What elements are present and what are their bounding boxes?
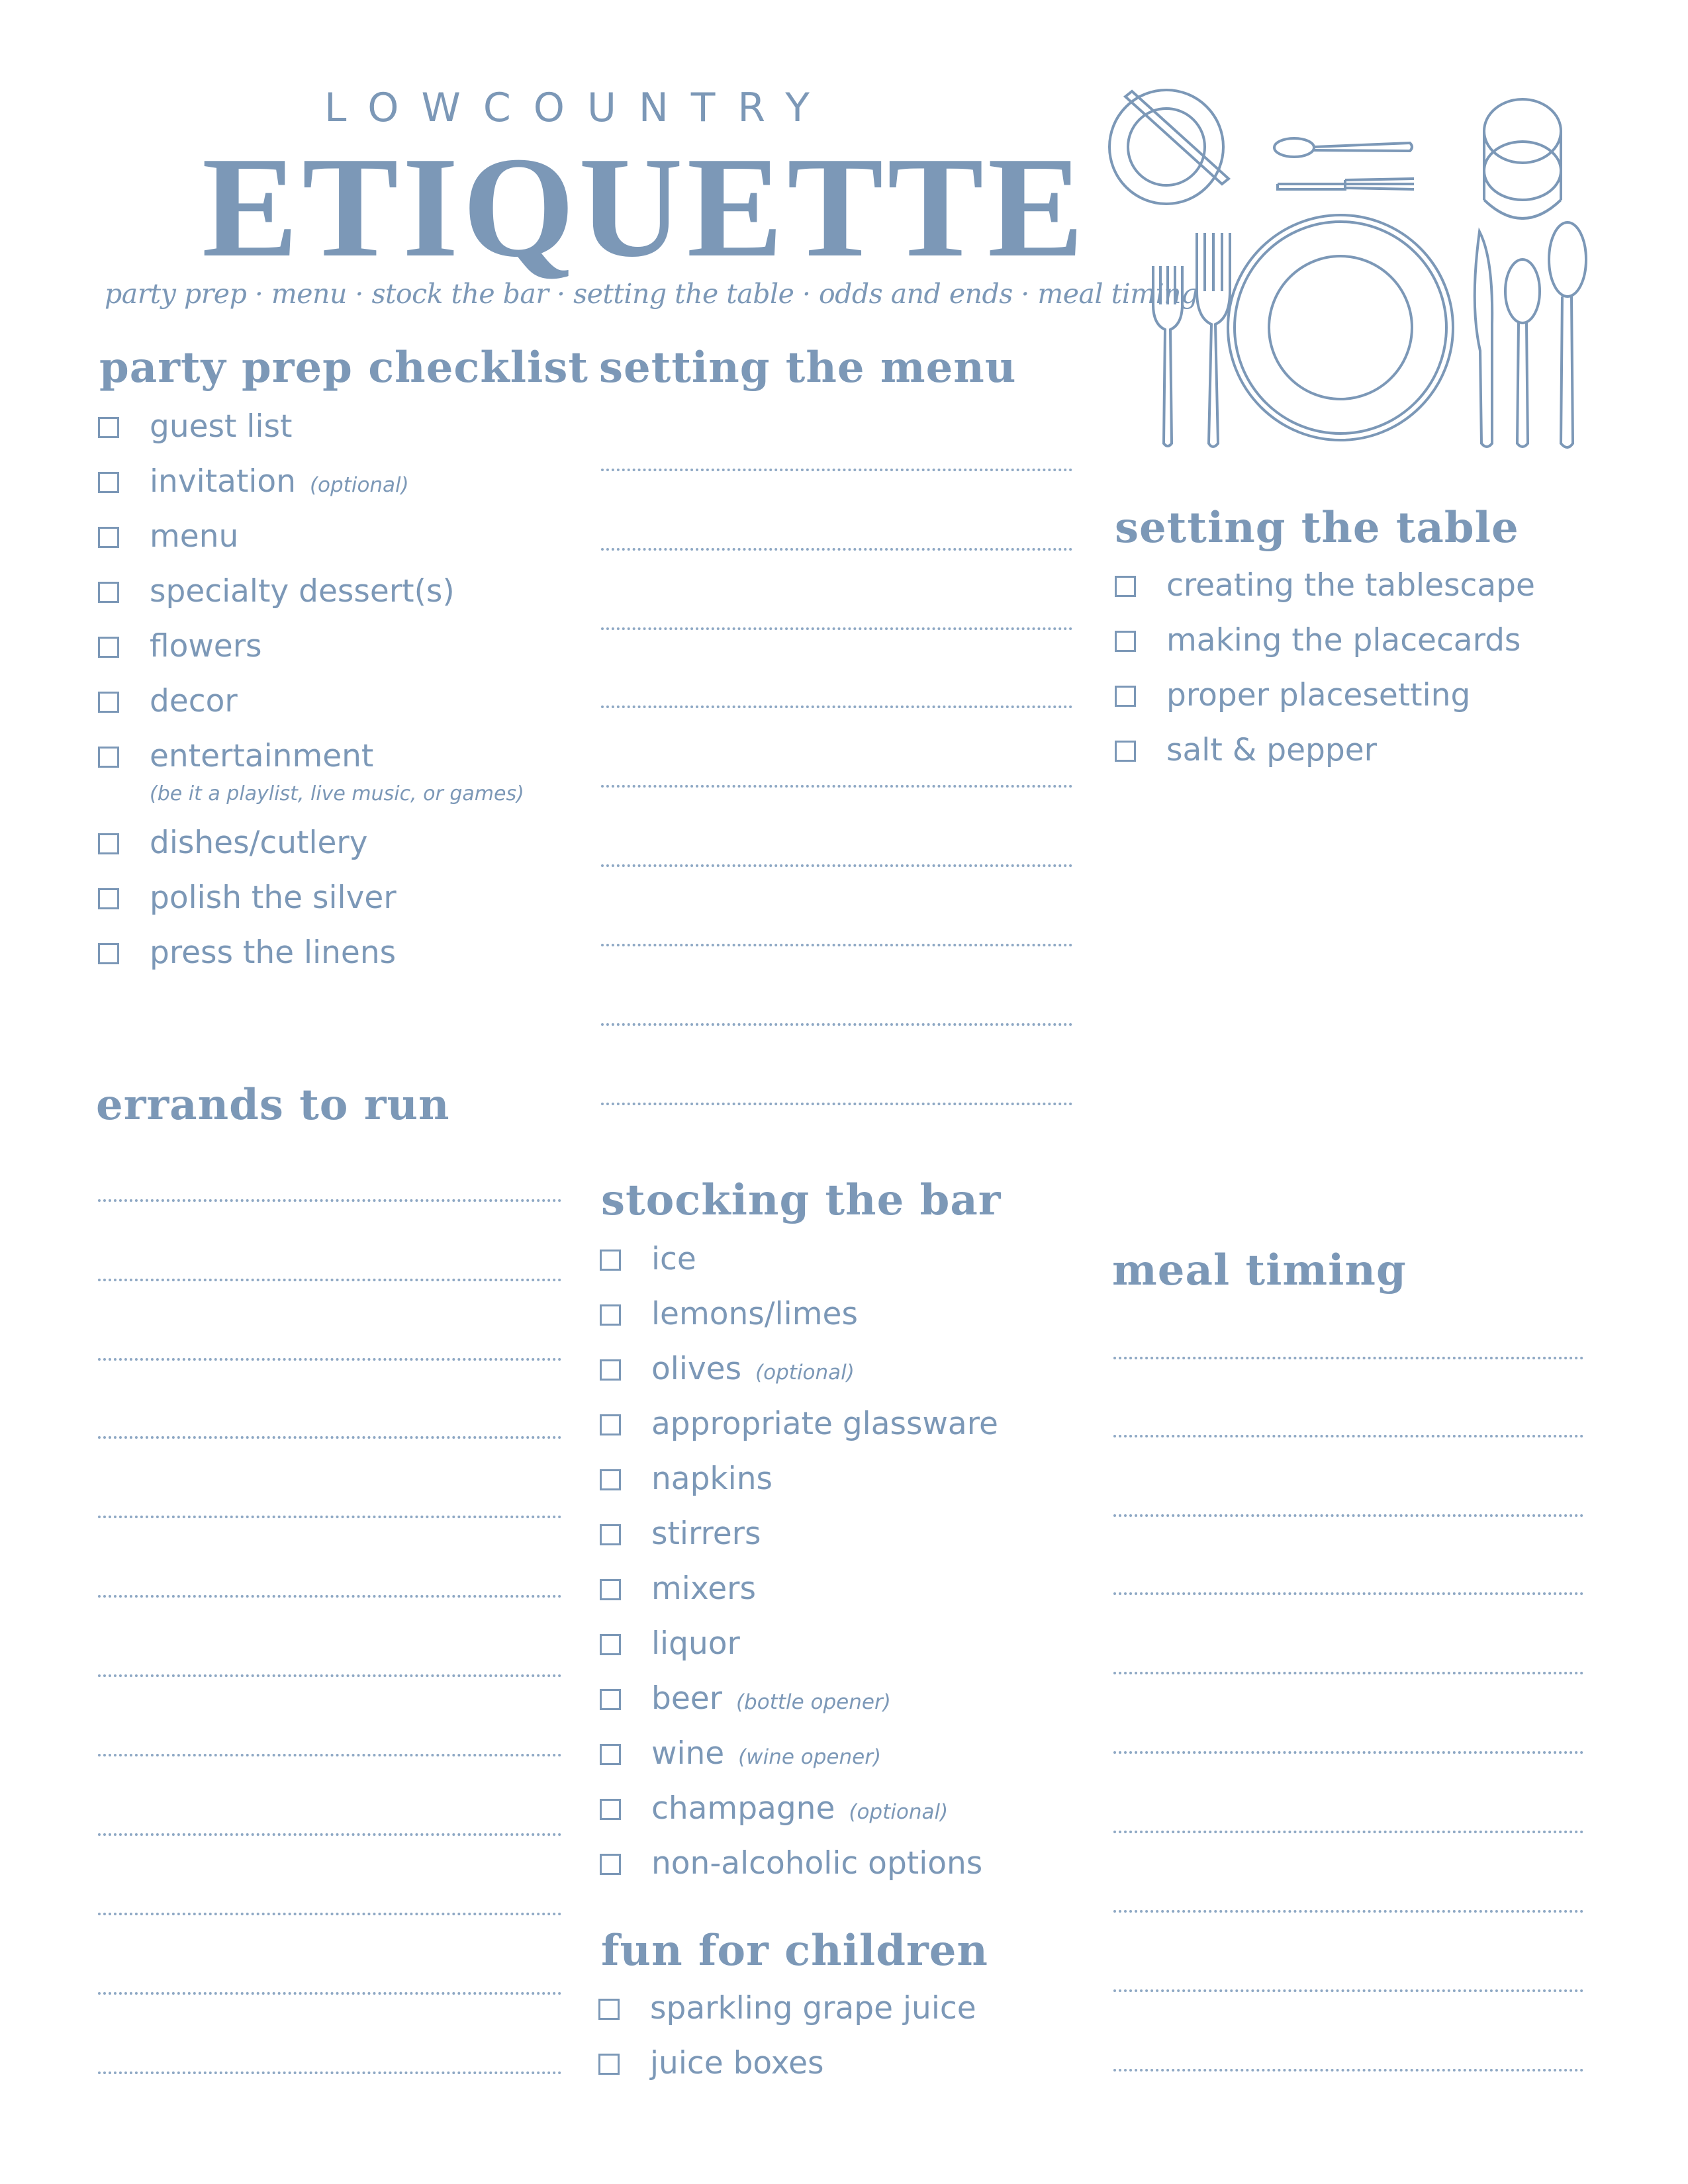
- write-line[interactable]: [1113, 1989, 1583, 1992]
- checklist-item[interactable]: [98, 931, 575, 986]
- checkbox[interactable]: [1115, 686, 1136, 707]
- checkbox[interactable]: [600, 1524, 621, 1545]
- checklist-item[interactable]: [600, 1293, 1090, 1347]
- checklist-item[interactable]: [98, 735, 575, 821]
- write-line[interactable]: [98, 1674, 561, 1677]
- checkbox[interactable]: [600, 1799, 621, 1820]
- checkbox[interactable]: [600, 1854, 621, 1875]
- party-prep-list: [98, 405, 575, 986]
- item-subnote: (be it a playlist, live music, or games): [150, 782, 524, 805]
- write-line[interactable]: [98, 1279, 561, 1281]
- checkbox[interactable]: [600, 1579, 621, 1600]
- checklist-item[interactable]: [98, 876, 575, 931]
- checkbox[interactable]: [98, 472, 119, 493]
- item-label: salt & pepper: [1166, 732, 1377, 768]
- item-label: flowers: [150, 628, 262, 664]
- write-line[interactable]: [1113, 1357, 1583, 1359]
- checkbox[interactable]: [98, 943, 119, 964]
- place-setting-icon: [1099, 86, 1589, 457]
- write-line[interactable]: [601, 705, 1072, 708]
- write-line[interactable]: [98, 1199, 561, 1202]
- checkbox[interactable]: [98, 582, 119, 603]
- checklist-item[interactable]: [600, 1567, 1090, 1622]
- section-tagline: party prep · menu · stock the bar · setting the table · odds and ends · meal timing: [105, 278, 1198, 310]
- item-label: lemons/limes: [651, 1296, 858, 1332]
- checkbox[interactable]: [600, 1359, 621, 1381]
- write-line[interactable]: [98, 1358, 561, 1361]
- checkbox[interactable]: [600, 1250, 621, 1271]
- write-line[interactable]: [1113, 1514, 1583, 1517]
- item-label: liquor: [651, 1625, 740, 1662]
- checkbox[interactable]: [98, 417, 119, 438]
- checkbox[interactable]: [98, 527, 119, 548]
- item-label: stirrers: [651, 1516, 761, 1552]
- checkbox[interactable]: [598, 2054, 620, 2075]
- checklist-item[interactable]: [98, 625, 575, 680]
- menu-title: setting the menu: [599, 343, 1017, 392]
- write-line[interactable]: [601, 1103, 1072, 1105]
- checklist-item[interactable]: [600, 1842, 1090, 1897]
- brand-title: ETIQUETTE: [202, 128, 1088, 287]
- checklist-item[interactable]: [600, 1238, 1090, 1293]
- write-line[interactable]: [98, 1833, 561, 1836]
- write-line[interactable]: [98, 1516, 561, 1518]
- checkbox[interactable]: [600, 1744, 621, 1765]
- write-line[interactable]: [98, 2071, 561, 2074]
- item-label: invitation (optional): [150, 463, 409, 500]
- checklist-item[interactable]: [600, 1347, 1090, 1402]
- item-label: napkins: [651, 1461, 773, 1497]
- checkbox[interactable]: [600, 1414, 621, 1435]
- checklist-item[interactable]: [600, 1677, 1090, 1732]
- item-label: guest list: [150, 408, 293, 445]
- write-line[interactable]: [601, 864, 1072, 867]
- item-label: decor: [150, 683, 238, 719]
- write-line[interactable]: [1113, 2069, 1583, 2071]
- write-line[interactable]: [98, 1595, 561, 1598]
- item-label: polish the silver: [150, 880, 397, 916]
- checkbox[interactable]: [600, 1689, 621, 1710]
- checklist-item[interactable]: [600, 1457, 1090, 1512]
- write-line[interactable]: [1113, 1910, 1583, 1913]
- checklist-item[interactable]: [98, 570, 575, 625]
- item-label: olives (optional): [651, 1351, 855, 1387]
- checklist-item[interactable]: [598, 1987, 1088, 2042]
- item-label: mixers: [651, 1570, 756, 1607]
- item-label: making the placecards: [1166, 622, 1521, 659]
- children-list: [598, 1987, 1088, 2097]
- item-label: champagne (optional): [651, 1790, 949, 1827]
- meal-timing-lines[interactable]: [1113, 1357, 1583, 2085]
- item-label: creating the tablescape: [1166, 567, 1535, 604]
- checklist-item[interactable]: [1115, 729, 1618, 784]
- write-line[interactable]: [601, 944, 1072, 946]
- checkbox[interactable]: [600, 1469, 621, 1490]
- checkbox[interactable]: [1115, 631, 1136, 652]
- item-label: press the linens: [150, 934, 397, 971]
- checkbox[interactable]: [598, 1999, 620, 2020]
- item-label: sparkling grape juice: [650, 1990, 976, 2026]
- checkbox[interactable]: [98, 833, 119, 854]
- checklist-item[interactable]: [98, 460, 575, 515]
- errands-title: errands to run: [96, 1080, 450, 1130]
- checklist-item[interactable]: [1115, 564, 1618, 619]
- brand-top: LOWCOUNTRY: [324, 85, 832, 131]
- checklist-item[interactable]: [98, 821, 575, 876]
- item-label: entertainment: [150, 738, 374, 774]
- checklist-item[interactable]: [600, 1512, 1090, 1567]
- item-label: menu: [150, 518, 239, 555]
- checkbox[interactable]: [98, 637, 119, 658]
- item-label: ice: [651, 1241, 696, 1277]
- checkbox[interactable]: [1115, 741, 1136, 762]
- item-note: (wine opener): [738, 1745, 882, 1769]
- item-label: dishes/cutlery: [150, 825, 368, 861]
- errands-lines[interactable]: [98, 1199, 561, 2086]
- write-line[interactable]: [1113, 1672, 1583, 1674]
- item-note: (bottle opener): [735, 1690, 891, 1714]
- write-line[interactable]: [601, 469, 1072, 471]
- table-title: setting the table: [1115, 503, 1519, 553]
- menu-lines[interactable]: [601, 469, 1072, 1117]
- checkbox[interactable]: [98, 747, 119, 768]
- table-list: [1115, 564, 1618, 784]
- bar-list: [600, 1238, 1090, 1897]
- write-line[interactable]: [1113, 1435, 1583, 1437]
- checkbox[interactable]: [1115, 576, 1136, 597]
- write-line[interactable]: [98, 1992, 561, 1995]
- checklist-item[interactable]: [600, 1787, 1090, 1842]
- write-line[interactable]: [601, 1023, 1072, 1026]
- item-label: non-alcoholic options: [651, 1845, 983, 1882]
- item-note: (optional): [309, 473, 409, 497]
- checklist-item[interactable]: [600, 1402, 1090, 1457]
- checklist-item[interactable]: [600, 1622, 1090, 1677]
- checklist-item[interactable]: [600, 1732, 1090, 1787]
- checklist-item[interactable]: [98, 405, 575, 460]
- item-note: (optional): [849, 1800, 949, 1824]
- party-prep-title: party prep checklist: [99, 343, 588, 392]
- item-note: (optional): [755, 1361, 855, 1385]
- write-line[interactable]: [601, 785, 1072, 788]
- meal-timing-title: meal timing: [1112, 1246, 1407, 1295]
- checklist-item[interactable]: [598, 2042, 1088, 2097]
- checklist-item[interactable]: [98, 515, 575, 570]
- write-line[interactable]: [98, 1913, 561, 1915]
- write-line[interactable]: [1113, 1831, 1583, 1833]
- write-line[interactable]: [1113, 1592, 1583, 1595]
- bar-title: stocking the bar: [601, 1175, 1002, 1225]
- item-label: appropriate glassware: [651, 1406, 998, 1442]
- write-line[interactable]: [98, 1436, 561, 1439]
- checklist-item[interactable]: [1115, 619, 1618, 674]
- item-label: proper placesetting: [1166, 677, 1471, 713]
- write-line[interactable]: [601, 627, 1072, 630]
- item-label: wine (wine opener): [651, 1735, 882, 1772]
- checkbox[interactable]: [98, 692, 119, 713]
- write-line[interactable]: [1113, 1751, 1583, 1754]
- checkbox[interactable]: [600, 1304, 621, 1326]
- item-label: beer (bottle opener): [651, 1680, 891, 1717]
- children-title: fun for children: [601, 1926, 988, 1976]
- write-line[interactable]: [601, 548, 1072, 551]
- checkbox[interactable]: [98, 888, 119, 909]
- item-label: specialty dessert(s): [150, 573, 455, 610]
- write-line[interactable]: [98, 1754, 561, 1756]
- item-label: juice boxes: [650, 2045, 824, 2081]
- checklist-item[interactable]: [1115, 674, 1618, 729]
- checkbox[interactable]: [600, 1634, 621, 1655]
- checklist-item[interactable]: [98, 680, 575, 735]
